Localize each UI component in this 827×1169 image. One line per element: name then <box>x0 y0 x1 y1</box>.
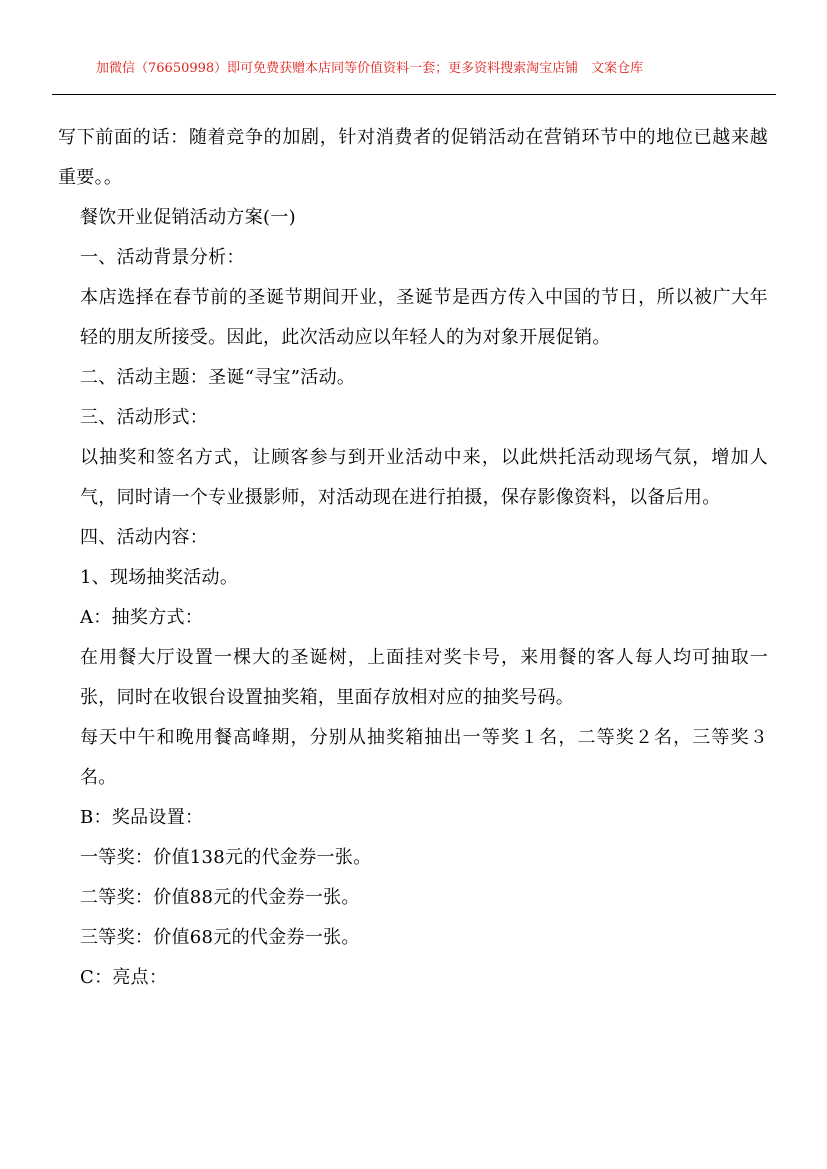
prize-first: 一等奖：价值138元的代金券一张。 <box>80 847 372 868</box>
document-body <box>58 118 768 998</box>
header-promo-text: 加微信（76650998）即可免费获赠本店同等价值资料一套；更多资料搜索淘宝店铺 文案仓库 <box>96 61 644 76</box>
section-heading-theme: 二、活动主题：圣诞“寻宝”活动。 <box>80 367 356 388</box>
background-paragraph: 本店选择在春节前的圣诞节期间开业，圣诞节是西方传入中国的节日，所以被广大年轻的朋友所接受。因此，此次活动应以年轻人的为对象开展促销。 <box>80 287 768 348</box>
prize-third: 三等奖：价值68元的代金券一张。 <box>80 927 360 948</box>
page-header <box>0 0 827 96</box>
format-paragraph: 以抽奖和签名方式，让顾客参与到开业活动中来，以此烘托活动现场气氛，增加人气，同时请一个专业摄影师，对活动现在进行拍摄，保存影像资料，以备后用。 <box>80 447 768 508</box>
lottery-method-paragraph: 在用餐大厅设置一棵大的圣诞树，上面挂对奖卡号，来用餐的客人每人均可抽取一张，同时在收银台设置抽奖箱，里面存放相对应的抽奖号码。 <box>80 647 768 708</box>
header-divider <box>52 94 776 95</box>
subsection-lottery: 1、现场抽奖活动。 <box>80 567 239 588</box>
plan-title: 餐饮开业促销活动方案(一) <box>80 207 296 228</box>
section-heading-background: 一、活动背景分析： <box>80 247 245 268</box>
item-c-heading: C：亮点： <box>80 967 168 988</box>
item-b-heading: B：奖品设置： <box>80 807 204 828</box>
section-heading-format: 三、活动形式： <box>80 407 209 428</box>
lottery-schedule-paragraph: 每天中午和晚用餐高峰期，分别从抽奖箱抽出一等奖１名，二等奖２名，三等奖３名。 <box>80 727 768 788</box>
section-heading-content: 四、活动内容： <box>80 527 209 548</box>
intro-paragraph: 写下前面的话：随着竞争的加剧，针对消费者的促销活动在营销环节中的地位已越来越重要。。 <box>58 127 768 188</box>
item-a-heading: A：抽奖方式： <box>80 607 204 628</box>
prize-second: 二等奖：价值88元的代金券一张。 <box>80 887 360 908</box>
